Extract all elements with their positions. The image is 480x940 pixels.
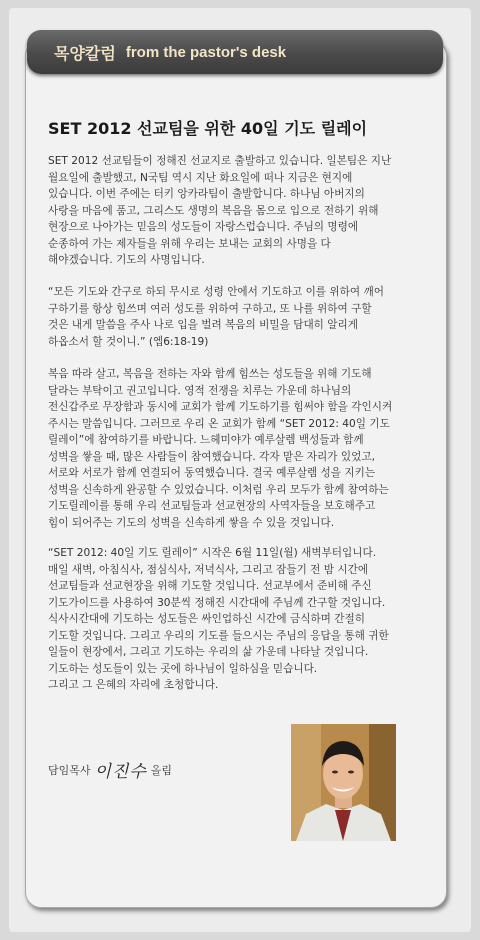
column-header	[27, 30, 443, 74]
signature	[48, 757, 172, 782]
paragraph-schedule: “SET 2012: 40일 기도 릴레이” 시작은 6월 11일(월) 새벽부터입니다. 매일 새벽, 아침식사, 점심식사, 저녁식사, 그리고 잠들기 전 밤 시간에 선교팀들과 선교현장을 위해 기도할 것입니다. 선교부에서 준비해 주신 기도가이드를 사용하여 30분씩 정해진 시간대에 주님께 간구할 것입니다. 식사시간대에 기도하는 성도들은 싸인업하신 시간에 금식하며 간절히 기도할 것입니다. 그리고 우리의 기도를 들으시는 주님의 응답을 통해 귀한 일들이 현장에서, 그리고 기도하는 우리의 삶 가운데 나타날 것입니다. 기도하는 성도들이 있는 곳에 하나님이 일하심을 믿습니다. 그리고 그 은혜의 자리에 초청합니다.	[48, 547, 389, 691]
paragraph-exhortation: 복음 따라 살고, 복음을 전하는 자와 함께 힘쓰는 성도들을 위해 기도해 달라는 부탁이고 권고입니다. 영적 전쟁을 치루는 가운데 하나님의 전신갑주로 무장함과 동시에 교회가 함께 기도하기를 힘써야 함을 각인시켜 주시는 말씀입니다. 그러므로 우리 온 교회가 함께 “SET 2012: 40일 기도 릴레이”에 참여하기를 바랍니다. 느헤미야가 예루살렘 백성들과 함께 성벽을 쌓을 때, 많은 사람들이 참여했습니다. 각자 맡은 자리가 있었고, 서로와 서로가 함께 연결되어 동역했습니다. 결국 예루살렘 성을 지키는 성벽을 신속하게 완공할 수 있었습니다. 이처럼 우리 모두가 함께 참여하는 기도릴레이를 통해 우리 선교팀들과 선교현장의 사역자들을 보호해주고 힘이 되어주는 기도의 성벽을 신속하게 쌓을 수 있을 것입니다.	[48, 368, 393, 529]
signature-name: 이진수	[94, 762, 147, 782]
article-title: SET 2012 선교팀을 위한 40일 기도 릴레이	[48, 119, 368, 138]
pastor-photo	[291, 724, 396, 841]
paragraph-scripture: “모든 기도와 간구로 하되 무시로 성령 안에서 기도하고 이를 위하여 깨어 구하기를 항상 힘쓰며 여러 성도를 위하여 구하고, 또 나를 위하여 구할 것은 내게 말씀을 주사 나로 입을 벌려 복음의 비밀을 담대히 알리게 하옵소서 할 것이니.” (엡6:18-19)	[48, 286, 384, 348]
header-english-title: from the pastor's desk	[125, 43, 287, 61]
paragraph-intro: SET 2012 선교팀들이 정해진 선교지로 출발하고 있습니다. 일본팀은 지난 월요일에 출발했고, N국팀 역시 지난 화요일에 떠나 지금은 현지에 있습니다. 이번 주에는 터키 앙카라팀이 출발합니다. 하나님 아버지의 사랑을 마음에 품고, 그리스도 생명의 복음을 몸으로 입으로 전하기 위해 현장으로 나아가는 믿음의 성도들이 자랑스럽습니다. 주님의 명령에 순종하여 가는 제자들을 위해 우리는 보내는 교회의 사명을 다 해야겠습니다. 기도의 사명입니다.	[48, 155, 392, 266]
signature-title: 담임목사	[48, 763, 91, 777]
header-korean-title: 목양칼럼	[54, 43, 116, 63]
signature-suffix: 올림	[150, 763, 173, 777]
